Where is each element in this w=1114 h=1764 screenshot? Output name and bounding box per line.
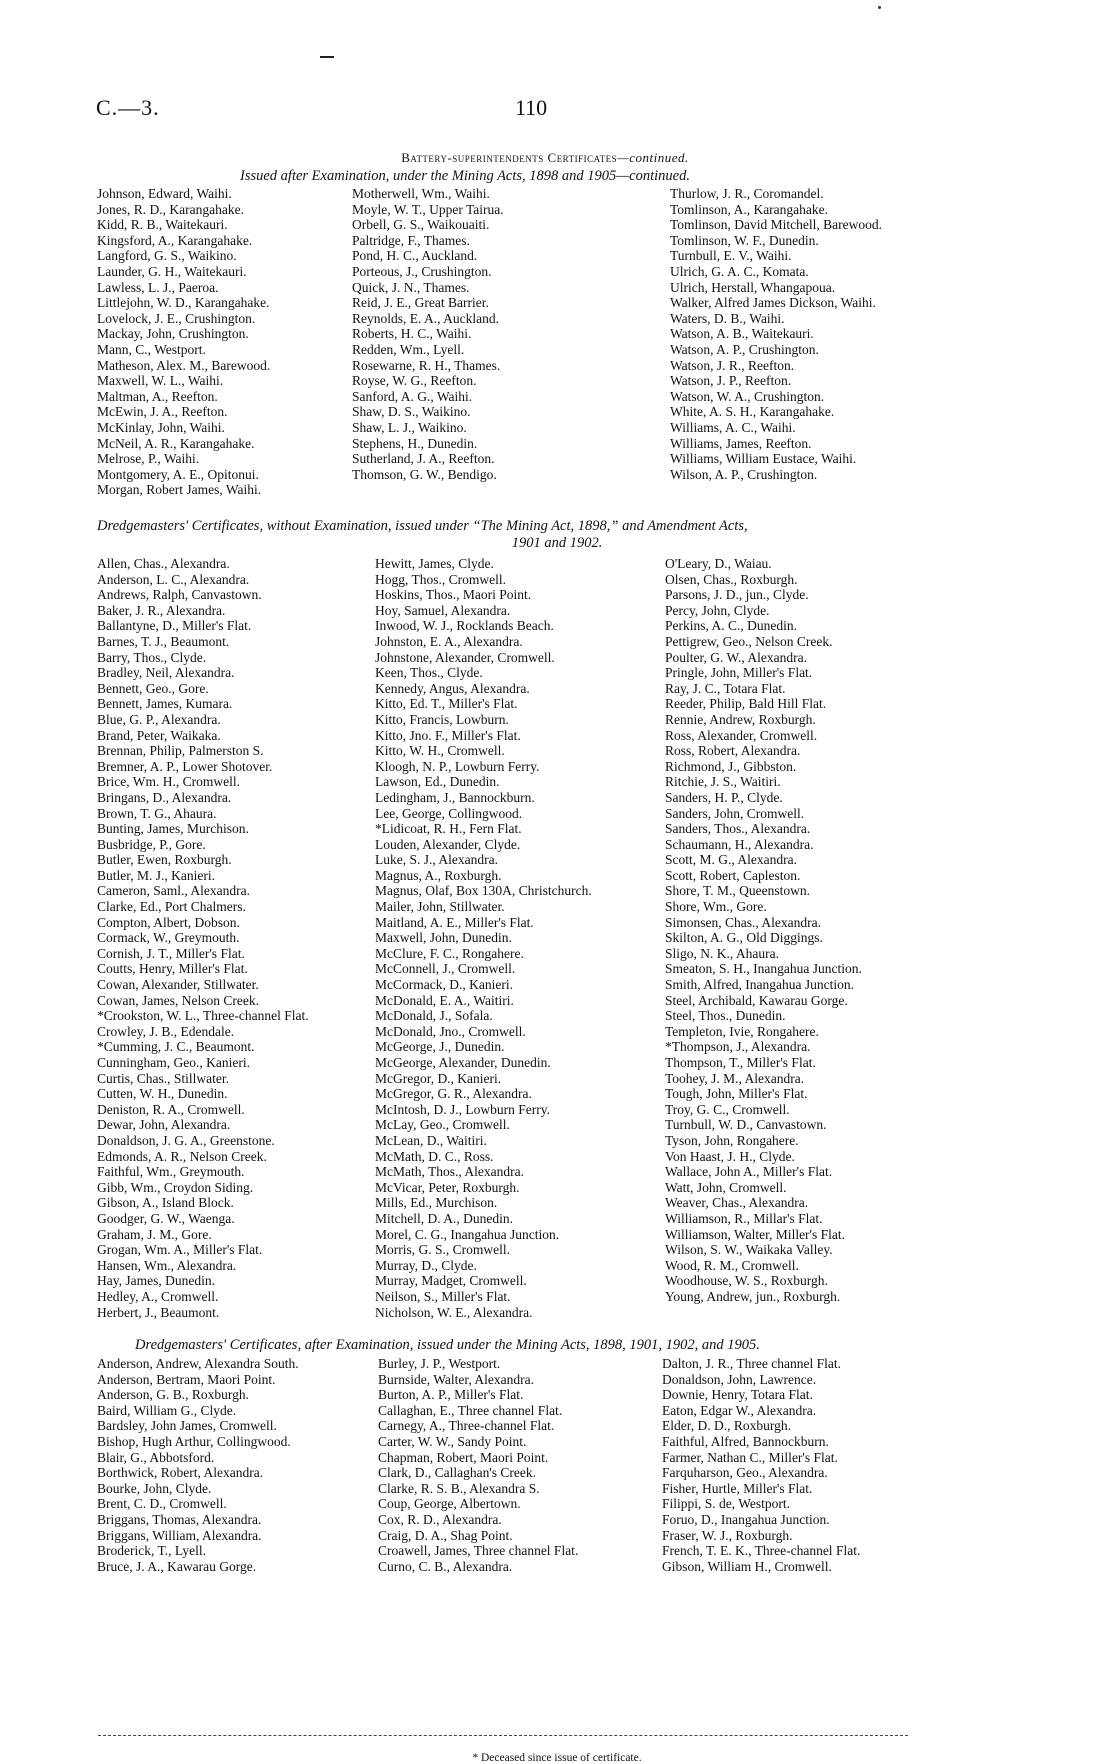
list-item: Bremner, A. P., Lower Shotover. [97,758,273,774]
list-item: Hay, James, Dunedin. [97,1273,215,1289]
list-item: Pettigrew, Geo., Nelson Creek. [665,633,833,649]
list-item: Ross, Robert, Alexandra. [665,743,801,759]
list-item: Coup, George, Albertown. [378,1496,521,1512]
list-item: Smeaton, S. H., Inangahua Junction. [665,961,862,977]
list-item: Baker, J. R., Alexandra. [97,602,226,618]
list-item: Thurlow, J. R., Coromandel. [670,186,824,201]
dredge-after-column-1 [97,1356,299,1574]
footnote-rule [98,1735,908,1736]
list-item: Gibson, William H., Cromwell. [662,1558,832,1574]
list-item: Skilton, A. G., Old Diggings. [665,930,823,946]
list-item: Reeder, Philip, Bald Hill Flat. [665,696,827,712]
list-item: Broderick, T., Lyell. [97,1543,206,1559]
list-item: Olsen, Chas., Roxburgh. [665,571,798,587]
list-item: Bruce, J. A., Kawarau Gorge. [97,1558,257,1574]
list-item: Herbert, J., Beaumont. [97,1304,220,1320]
list-item: Tough, John, Miller's Flat. [665,1086,808,1102]
list-item: Ledingham, J., Bannockburn. [375,789,535,805]
list-item: Porteous, J., Crushington. [352,263,492,279]
battery-title-text: Battery-superintendents Certificates [401,150,618,165]
list-item: Johnstone, Alexander, Cromwell. [375,649,555,665]
list-item: McCormack, D., Kanieri. [375,977,513,993]
list-item: McDonald, Jno., Cromwell. [375,1023,526,1039]
list-item: Farquharson, Geo., Alexandra. [662,1465,828,1481]
list-item: Ulrich, G. A. C., Komata. [670,263,809,279]
list-item: Maxwell, W. L., Waihi. [97,373,224,389]
list-item: Compton, Albert, Dobson. [97,914,240,930]
list-item: Maltman, A., Reefton. [97,388,218,404]
list-item: Morel, C. G., Inangahua Junction. [375,1226,560,1242]
list-item: Callaghan, E., Three channel Flat. [378,1402,563,1418]
list-item: Dewar, John, Alexandra. [97,1117,231,1133]
list-item: Ross, Alexander, Cromwell. [665,727,818,743]
footnote: * Deceased since issue of certificate. [472,1752,642,1764]
dredge-after-column-3 [662,1356,860,1574]
list-item: Pond, H. C., Auckland. [352,248,478,264]
list-item: Sanford, A. G., Waihi. [352,388,473,404]
list-item: Murray, D., Clyde. [375,1257,477,1273]
list-item: Dalton, J. R., Three channel Flat. [662,1356,841,1371]
page-reference: C.—3. [96,95,160,120]
list-item: Hedley, A., Cromwell. [97,1288,219,1304]
list-item: McVicar, Peter, Roxburgh. [375,1179,520,1195]
list-item: Ritchie, J. S., Waitiri. [665,774,781,790]
list-item: McLay, Geo., Cromwell. [375,1117,510,1133]
list-item: Quick, J. N., Thames. [352,279,470,295]
list-item: Young, Andrew, jun., Roxburgh. [665,1288,841,1304]
list-item: Royse, W. G., Reefton. [352,373,477,389]
list-item: Scott, Robert, Capleston. [665,867,801,883]
list-item: Lawless, L. J., Paeroa. [97,279,219,295]
list-item: Cameron, Saml., Alexandra. [97,883,250,899]
list-item: Watson, J. P., Reefton. [670,373,792,389]
list-item: Littlejohn, W. D., Karangahake. [97,295,270,311]
list-item: Wilson, S. W., Waikaka Valley. [665,1242,833,1258]
list-item: Hoskins, Thos., Maori Point. [375,587,532,603]
list-item: Lee, George, Collingwood. [375,805,523,821]
list-item: Mitchell, D. A., Dunedin. [375,1210,513,1226]
list-item: Stephens, H., Dunedin. [352,435,478,451]
list-item: Anderson, Bertram, Maori Point. [97,1371,276,1387]
list-item: Redden, Wm., Lyell. [352,341,465,357]
list-item: McMath, D. C., Ross. [375,1148,494,1164]
list-item: Ballantyne, D., Miller's Flat. [97,618,252,634]
list-item: *Lidicoat, R. H., Fern Flat. [375,821,522,837]
list-item: Jones, R. D., Karangahake. [97,201,244,217]
list-item: Eaton, Edgar W., Alexandra. [662,1402,817,1418]
list-item: Faithful, Alfred, Bannockburn. [662,1433,829,1449]
list-item: Gibb, Wm., Croydon Siding. [97,1179,254,1195]
list-item: Mann, C., Westport. [97,341,206,357]
list-item: Mills, Ed., Murchison. [375,1195,498,1211]
list-item: McGeorge, J., Dunedin. [375,1039,505,1055]
list-item: Brennan, Philip, Palmerston S. [97,743,264,759]
list-item: Kitto, Jno. F., Miller's Flat. [375,727,521,743]
list-item: Mailer, John, Stillwater. [375,899,505,915]
list-item: Cowan, James, Nelson Creek. [97,992,259,1008]
list-item: Rennie, Andrew, Roxburgh. [665,711,816,727]
list-item: Roberts, H. C., Waihi. [352,326,472,342]
list-item: McConnell, J., Cromwell. [375,961,516,977]
list-item: Bourke, John, Clyde. [97,1480,212,1496]
list-item: Bennett, James, Kumara. [97,696,233,712]
list-item: Blue, G. P., Alexandra. [97,711,221,727]
list-item: Barnes, T. J., Beaumont. [97,633,230,649]
list-item: Woodhouse, W. S., Roxburgh. [665,1273,828,1289]
list-item: Keen, Thos., Clyde. [375,665,483,681]
list-item: McGeorge, Alexander, Dunedin. [375,1055,551,1070]
list-item: Morgan, Robert James, Waihi. [97,482,262,498]
battery-column-2 [352,186,504,482]
list-item: Williamson, Walter, Miller's Flat. [665,1226,845,1242]
list-item: Von Haast, J. H., Clyde. [665,1148,795,1164]
list-item: Tomlinson, A., Karangahake. [670,201,829,217]
list-item: Watson, A. B., Waitekauri. [670,326,814,342]
list-item: McMath, Thos., Alexandra. [375,1164,524,1180]
list-item: Coutts, Henry, Miller's Flat. [97,961,248,977]
list-item: O'Leary, D., Waiau. [665,556,772,571]
list-item: Clarke, R. S. B., Alexandra S. [378,1480,540,1496]
list-item: Steel, Thos., Dunedin. [665,1008,786,1024]
list-item: Brown, T. G., Ahaura. [97,805,217,821]
list-item: Shaw, D. S., Waikino. [352,404,471,420]
list-item: Borthwick, Robert, Alexandra. [97,1465,264,1481]
list-item: McClure, F. C., Rongahere. [375,945,524,961]
list-item: McLean, D., Waitiri. [375,1132,487,1148]
list-item: Toohey, J. M., Alexandra. [665,1070,805,1086]
list-item: Fisher, Hurtle, Miller's Flat. [662,1480,813,1496]
list-item: Sanders, H. P., Clyde. [665,789,783,805]
list-item: Neilson, S., Miller's Flat. [375,1288,511,1304]
list-item: French, T. E. K., Three-channel Flat. [662,1543,861,1559]
list-item: Allen, Chas., Alexandra. [97,556,230,571]
list-item: Simonsen, Chas., Alexandra. [665,914,821,930]
list-item: Sutherland, J. A., Reefton. [352,451,495,467]
dredge-without-column-2 [375,556,592,1320]
list-item: Barry, Thos., Clyde. [97,649,207,665]
list-item: Langford, G. S., Waikino. [97,248,237,264]
battery-column-1 [97,186,270,498]
list-item: Lovelock, J. E., Crushington. [97,310,256,326]
list-item: Troy, G. C., Cromwell. [665,1101,790,1117]
list-item: Scott, M. G., Alexandra. [665,852,797,868]
list-item: Magnus, Olaf, Box 130A, Christchurch. [375,883,592,899]
list-item: Wilson, A. P., Crushington. [670,466,818,482]
list-item: Grogan, Wm. A., Miller's Flat. [97,1242,263,1258]
list-item: McDonald, J., Sofala. [375,1008,493,1024]
list-item: Burnside, Walter, Alexandra. [378,1371,534,1387]
list-item: Andrews, Ralph, Canvastown. [97,587,262,603]
list-item: Kitto, Francis, Lowburn. [375,711,509,727]
list-item: Weaver, Chas., Alexandra. [665,1195,809,1211]
list-item: Watson, W. A., Crushington. [670,388,825,404]
list-item: Bringans, D., Alexandra. [97,789,232,805]
list-item: Perkins, A. C., Dunedin. [665,618,798,634]
list-item: Motherwell, Wm., Waihi. [352,186,490,201]
battery-title-suffix: —continued. [617,150,689,165]
list-item: Ulrich, Herstall, Whangapoua. [670,279,836,295]
list-item: Briggans, William, Alexandra. [97,1527,262,1543]
list-item: Kingsford, A., Karangahake. [97,232,253,248]
list-item: Shore, T. M., Queenstown. [665,883,810,899]
list-item: Bishop, Hugh Arthur, Collingwood. [97,1433,291,1449]
dredge-without-column-1 [97,556,309,1320]
list-item: Brice, Wm. H., Cromwell. [97,774,240,790]
list-item: Donaldson, J. G. A., Greenstone. [97,1132,275,1148]
list-item: Curno, C. B., Alexandra. [378,1558,513,1574]
list-item: Burton, A. P., Miller's Flat. [378,1387,524,1403]
list-item: Turnbull, W. D., Canvastown. [665,1117,827,1133]
list-item: Sanders, John, Cromwell. [665,805,805,821]
list-item: Louden, Alexander, Clyde. [375,836,521,852]
dredge-after-column-2 [378,1356,578,1574]
list-item: Butler, Ewen, Roxburgh. [97,852,232,868]
list-item: *Thompson, J., Alexandra. [665,1039,811,1055]
list-item: Watson, J. R., Reefton. [670,357,795,373]
list-item: Thompson, T., Miller's Flat. [665,1055,816,1070]
list-item: Cowan, Alexander, Stillwater. [97,977,259,993]
list-item: Anderson, Andrew, Alexandra South. [97,1356,299,1371]
list-item: Smith, Alfred, Inangahua Junction. [665,977,854,993]
list-item: Anderson, L. C., Alexandra. [97,571,250,587]
list-item: Kidd, R. B., Waitekauri. [97,217,228,233]
battery-subtitle: Issued after Examination, under the Mining Acts, 1898 and 1905—continued. [240,168,690,184]
list-item: Cox, R. D., Alexandra. [378,1511,502,1527]
list-item: McIntosh, D. J., Lowburn Ferry. [375,1101,550,1117]
list-item: Kitto, Ed. T., Miller's Flat. [375,696,518,712]
list-item: Hansen, Wm., Alexandra. [97,1257,237,1273]
list-item: McKinlay, John, Waihi. [97,419,225,435]
list-item: Clark, D., Callaghan's Creek. [378,1465,537,1481]
list-item: McGregor, D., Kanieri. [375,1070,502,1086]
list-item: Kloogh, N. P., Lowburn Ferry. [375,758,540,774]
list-item: Hewitt, James, Clyde. [375,556,494,571]
list-item: Farmer, Nathan C., Miller's Flat. [662,1449,838,1465]
list-item: Morris, G. S., Cromwell. [375,1242,510,1258]
list-item: Ray, J. C., Totara Flat. [665,680,786,696]
list-item: Cornish, J. T., Miller's Flat. [97,945,245,961]
list-item: Williams, William Eustace, Waihi. [670,451,857,467]
list-item: Gibson, A., Island Block. [97,1195,234,1211]
list-item: Clarke, Ed., Port Chalmers. [97,899,246,915]
list-item: Hoy, Samuel, Alexandra. [375,602,511,618]
list-item: Steel, Archibald, Kawarau Gorge. [665,992,848,1008]
list-item: Donaldson, John, Lawrence. [662,1371,817,1387]
list-item: Carnegy, A., Three-channel Flat. [378,1418,555,1434]
list-item: Orbell, G. S., Waikouaiti. [352,217,490,233]
list-item: Schaumann, H., Alexandra. [665,836,814,852]
list-item: Bradley, Neil, Alexandra. [97,665,235,681]
list-item: Nicholson, W. E., Alexandra. [375,1304,533,1320]
list-item: Cutten, W. H., Dunedin. [97,1086,228,1102]
list-item: Cunningham, Geo., Kanieri. [97,1055,250,1070]
list-item: Tomlinson, W. F., Dunedin. [670,232,819,248]
list-item: Foruo, D., Inangahua Junction. [662,1511,830,1527]
list-item: Williams, James, Reefton. [670,435,812,451]
list-item: Montgomery, A. E., Opitonui. [97,466,259,482]
page-number: 110 [515,95,548,120]
list-item: Reid, J. E., Great Barrier. [352,295,489,311]
list-item: McGregor, G. R., Alexandra. [375,1086,532,1102]
list-item: McDonald, E. A., Waitiri. [375,992,514,1008]
list-item: Turnbull, E. V., Waihi. [670,248,792,264]
list-item: McNeil, A. R., Karangahake. [97,435,255,451]
list-item: Bardsley, John James, Cromwell. [97,1418,277,1434]
list-item: Downie, Henry, Totara Flat. [662,1387,813,1403]
list-item: Johnson, Edward, Waihi. [97,186,232,201]
list-item: Inwood, W. J., Rocklands Beach. [375,618,554,634]
list-item: Paltridge, F., Thames. [352,232,470,248]
list-item: Brand, Peter, Waikaka. [97,727,221,743]
list-item: Busbridge, P., Gore. [97,836,206,852]
list-item: Johnston, E. A., Alexandra. [375,633,523,649]
list-item: Brent, C. D., Cromwell. [97,1496,227,1512]
list-item: Filippi, S. de, Westport. [662,1496,791,1512]
list-item: White, A. S. H., Karangahake. [670,404,835,420]
speck-mark [878,6,881,9]
list-item: Maxwell, John, Dunedin. [375,930,512,946]
list-item: Deniston, R. A., Cromwell. [97,1101,245,1117]
list-item: Mackay, John, Crushington. [97,326,249,342]
list-item: Melrose, P., Waihi. [97,451,200,467]
list-item: Elder, D. D., Roxburgh. [662,1418,791,1434]
list-item: Baird, William G., Clyde. [97,1402,237,1418]
list-item: Bennett, Geo., Gore. [97,680,209,696]
list-item: Walker, Alfred James Dickson, Waihi. [670,295,876,311]
list-item: Wallace, John A., Miller's Flat. [665,1164,833,1180]
list-item: Watt, John, Cromwell. [665,1179,787,1195]
list-item: Briggans, Thomas, Alexandra. [97,1511,262,1527]
list-item: Kennedy, Angus, Alexandra. [375,680,530,696]
list-item: Richmond, J., Gibbston. [665,758,797,774]
battery-section-title [330,150,760,166]
list-item: Murray, Madget, Cromwell. [375,1273,527,1289]
list-item: Kitto, W. H., Cromwell. [375,743,505,759]
dredge-without-title: Dredgemasters' Certificates, without Examination, issued under “The Mining Act, 1898,” and Amendment Acts, [97,518,748,534]
list-item: Graham, J. M., Gore. [97,1226,212,1242]
list-item: Matheson, Alex. M., Barewood. [97,357,271,373]
list-item: Goodger, G. W., Waenga. [97,1210,235,1226]
list-item: Williamson, R., Millar's Flat. [665,1210,823,1226]
list-item: Thomson, G. W., Bendigo. [352,466,497,482]
list-item: Croawell, James, Three channel Flat. [378,1543,579,1559]
list-item: Carter, W. W., Sandy Point. [378,1433,527,1449]
top-dash-mark [320,56,334,58]
list-item: Moyle, W. T., Upper Tairua. [352,201,504,217]
list-item: Sanders, Thos., Alexandra. [665,821,811,837]
list-item: Wood, R. M., Cromwell. [665,1257,799,1273]
list-item: Crowley, J. B., Edendale. [97,1023,235,1039]
list-item: Parsons, J. D., jun., Clyde. [665,587,809,603]
list-item: *Crookston, W. L., Three-channel Flat. [97,1008,309,1024]
list-item: Watson, A. P., Crushington. [670,341,819,357]
dredge-without-title-line2: 1901 and 1902. [511,535,603,551]
list-item: Shaw, L. J., Waikino. [352,419,467,435]
list-item: Chapman, Robert, Maori Point. [378,1449,549,1465]
list-item: Blair, G., Abbotsford. [97,1449,215,1465]
list-item: Lawson, Ed., Dunedin. [375,774,500,790]
list-item: Butler, M. J., Kanieri. [97,867,215,883]
list-item: Craig, D. A., Shag Point. [378,1527,513,1543]
list-item: Waters, D. B., Waihi. [670,310,785,326]
list-item: Bunting, James, Murchison. [97,821,249,837]
list-item: Shore, Wm., Gore. [665,899,767,915]
list-item: Poulter, G. W., Alexandra. [665,649,807,665]
list-item: Cormack, W., Greymouth. [97,930,240,946]
list-item: Luke, S. J., Alexandra. [375,852,498,868]
list-item: Curtis, Chas., Stillwater. [97,1070,230,1086]
list-item: Percy, John, Clyde. [665,602,770,618]
list-item: Launder, G. H., Waitekauri. [97,263,247,279]
list-item: Pringle, John, Miller's Flat. [665,665,813,681]
list-item: Fraser, W. J., Roxburgh. [662,1527,793,1543]
list-item: Anderson, G. B., Roxburgh. [97,1387,250,1403]
list-item: Faithful, Wm., Greymouth. [97,1164,245,1180]
list-item: Maitland, A. E., Miller's Flat. [375,914,534,930]
list-item: McEwin, J. A., Reefton. [97,404,228,420]
list-item: Sligo, N. K., Ahaura. [665,945,779,961]
list-item: Edmonds, A. R., Nelson Creek. [97,1148,267,1164]
list-item: Burley, J. P., Westport. [378,1356,501,1371]
list-item: Reynolds, E. A., Auckland. [352,310,499,326]
list-item: Magnus, A., Roxburgh. [375,867,502,883]
list-item: *Cumming, J. C., Beaumont. [97,1039,255,1055]
dredge-without-column-3 [665,556,862,1305]
list-item: Templeton, Ivie, Rongahere. [665,1023,819,1039]
list-item: Tyson, John, Rongahere. [665,1132,799,1148]
list-item: Tomlinson, David Mitchell, Barewood. [670,217,883,233]
list-item: Hogg, Thos., Cromwell. [375,571,506,587]
dredge-after-title: Dredgemasters' Certificates, after Examination, issued under the Mining Acts, 1898, 1901, 1902, and 1905. [135,1337,760,1353]
battery-column-3 [670,186,882,482]
list-item: Williams, A. C., Waihi. [670,419,796,435]
list-item: Rosewarne, R. H., Thames. [352,357,501,373]
